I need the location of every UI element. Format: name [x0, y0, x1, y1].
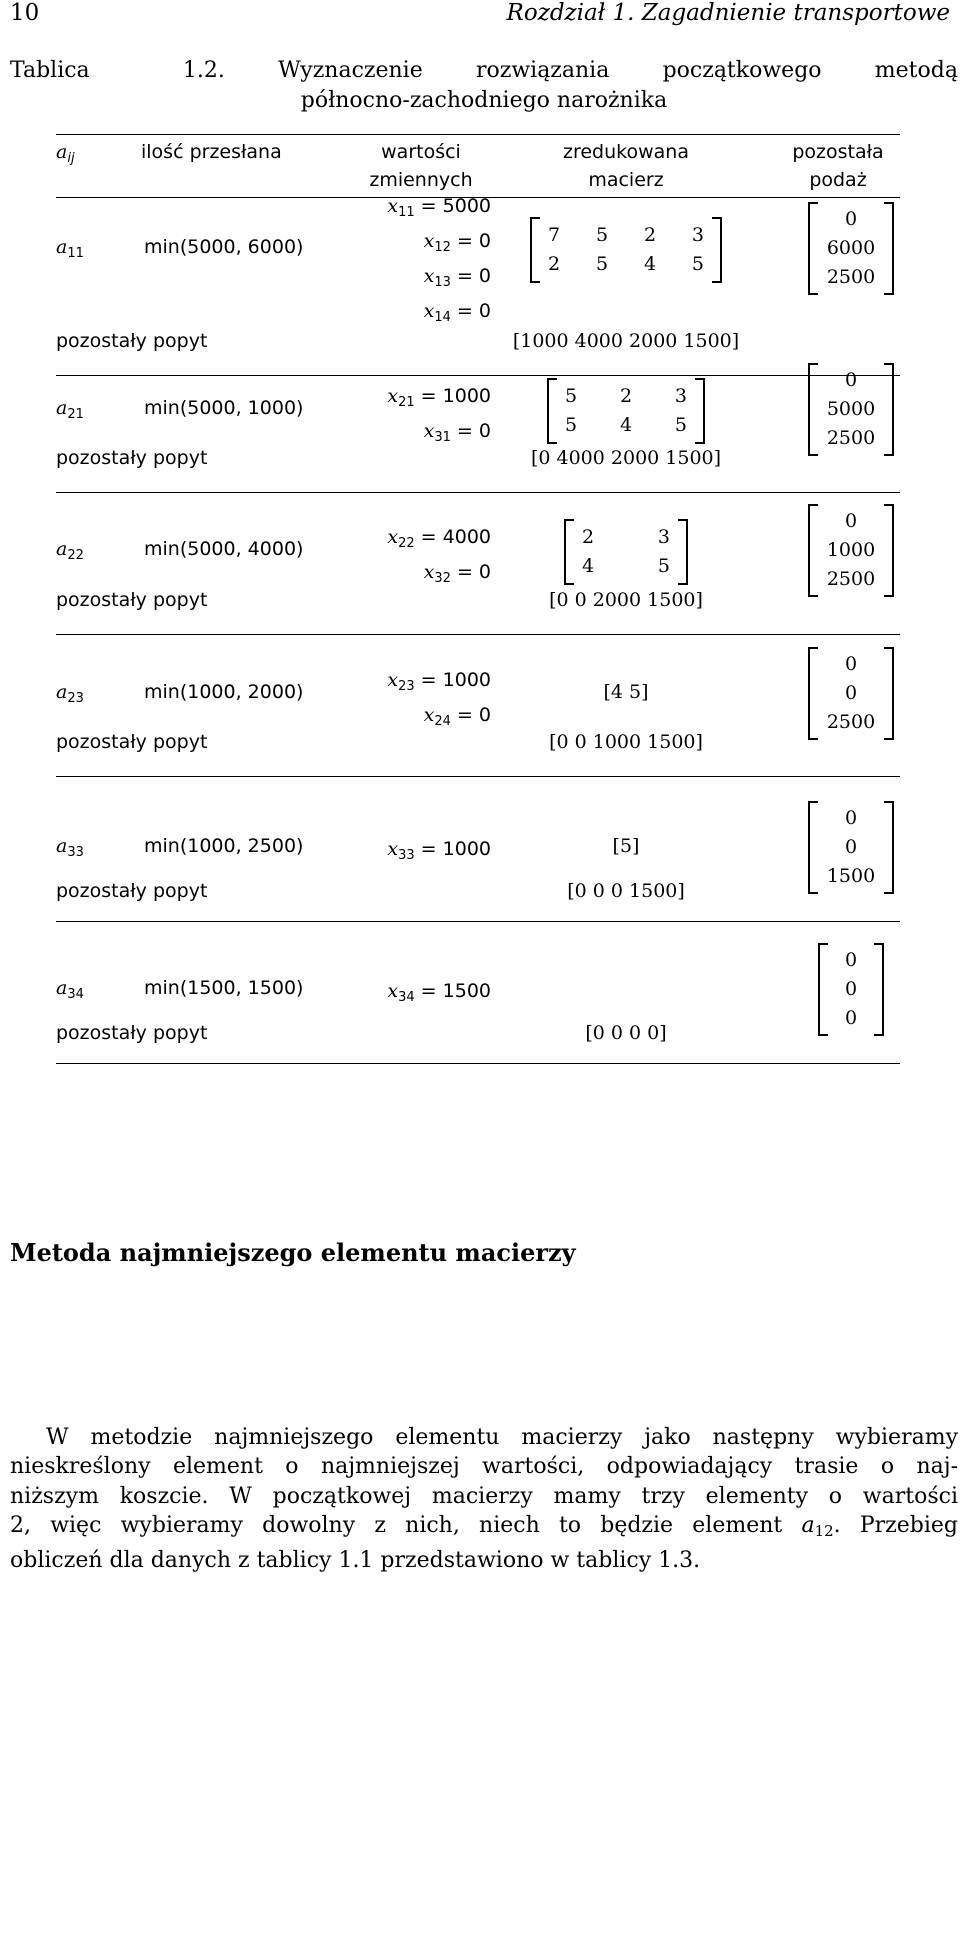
- variable-rhs: = 5000: [414, 195, 491, 217]
- paragraph-line: W metodzie najmniejszego elementu macierzy jako następny wybieramy: [46, 1425, 958, 1450]
- supply-value: 0: [844, 1007, 858, 1029]
- remaining-demand-label: pozostały popyt: [56, 589, 208, 611]
- header-reduced: [516, 138, 736, 194]
- remaining-supply-vector: [808, 504, 894, 597]
- reduced-matrix: [564, 519, 688, 585]
- variable-base: x: [387, 669, 399, 691]
- left-bracket: [808, 363, 818, 456]
- right-bracket: [884, 202, 894, 295]
- variable-assignment: [321, 192, 491, 227]
- remaining-demand-vector: [0 0 1000 1500]: [549, 731, 703, 753]
- cell-label-sub: 33: [67, 845, 84, 860]
- header-values: [346, 138, 496, 194]
- paragraph-line: niższym koszcie. W początkowej macierzy mamy trzy elementy o wartości: [10, 1483, 958, 1509]
- supply-value: 0: [844, 653, 858, 675]
- left-bracket: [808, 504, 818, 597]
- inline-var-sub: 12: [814, 1521, 834, 1540]
- supply-value: 0: [844, 807, 858, 829]
- variable-assignment: [321, 262, 491, 297]
- variable-values: [321, 835, 491, 870]
- cell-label-sub: 23: [67, 691, 84, 706]
- amount-shipped: min(1500, 1500): [144, 977, 304, 999]
- caption-word: początkowego: [662, 58, 822, 83]
- variable-assignment: [321, 977, 491, 1012]
- matrix-row: [564, 523, 688, 552]
- right-bracket: [884, 801, 894, 894]
- cell-label-sub: 21: [67, 407, 84, 422]
- header-reduced-line2: macierz: [588, 169, 664, 191]
- cell-label-base: a: [56, 236, 68, 258]
- matrix-row: [564, 552, 688, 581]
- remaining-demand-label: pozostały popyt: [56, 731, 208, 753]
- left-bracket: [530, 217, 540, 283]
- supply-value: 0: [844, 510, 858, 532]
- supply-value: 1500: [826, 865, 876, 887]
- variable-sub: 34: [398, 989, 415, 1005]
- variable-base: x: [387, 979, 399, 1002]
- block-separator: [56, 492, 900, 493]
- cell-label: [56, 835, 84, 860]
- reduced-matrix: [547, 378, 705, 444]
- matrix-row: [530, 250, 722, 279]
- remaining-supply-vector: [808, 801, 894, 894]
- cell-label-sub: 22: [67, 548, 84, 563]
- caption-word: rozwiązania: [475, 58, 610, 83]
- matrix-cell: 2: [582, 526, 595, 548]
- cell-label-base: a: [56, 397, 68, 419]
- variable-values: [321, 192, 491, 332]
- amount-shipped: min(1000, 2500): [144, 835, 304, 857]
- header-aij-base: a: [56, 141, 68, 163]
- page-number: 10: [10, 0, 40, 26]
- caption-word: 1.2.: [182, 58, 225, 83]
- variable-assignment: [321, 297, 491, 332]
- variable-sub: 14: [434, 310, 451, 325]
- cell-label: [56, 236, 84, 261]
- remaining-demand-label: pozostały popyt: [56, 330, 208, 352]
- variable-base: x: [423, 561, 435, 583]
- variable-assignment: [321, 227, 491, 262]
- cell-label: [56, 397, 84, 422]
- variable-rhs: = 1000: [414, 669, 491, 691]
- variable-values: [321, 382, 491, 452]
- supply-value: 0: [844, 208, 858, 230]
- chapter-title: Rozdział 1. Zagadnienie transportowe: [506, 0, 950, 26]
- cell-label-base: a: [56, 538, 68, 560]
- supply-value: 2500: [826, 427, 876, 449]
- remaining-supply-vector: [818, 943, 884, 1036]
- variable-sub: 33: [398, 847, 415, 863]
- remaining-demand-vector: [0 4000 2000 1500]: [530, 447, 722, 469]
- variable-base: x: [423, 265, 435, 287]
- variable-rhs: = 0: [450, 230, 491, 252]
- supply-value: 2500: [826, 568, 876, 590]
- variable-sub: 23: [398, 679, 415, 694]
- supply-value: 1000: [826, 539, 876, 561]
- variable-assignment: [321, 523, 491, 558]
- variable-sub: 32: [434, 571, 451, 586]
- reduced-matrix-inline: [4 5]: [603, 681, 649, 703]
- cell-label-base: a: [56, 835, 68, 857]
- remaining-supply-vector: [808, 202, 894, 295]
- header-values-line2: zmiennych: [369, 169, 473, 191]
- variable-sub: 24: [434, 714, 451, 729]
- right-bracket: [695, 378, 705, 444]
- left-bracket: [808, 647, 818, 740]
- matrix-cell: 2: [619, 385, 633, 407]
- cell-label-base: a: [56, 977, 68, 999]
- cell-label-base: a: [56, 681, 68, 703]
- remaining-supply-vector: [808, 647, 894, 740]
- paragraph-line-4-head: 2, więc wybieramy dowolny z nich, niech to będzie element: [10, 1512, 802, 1538]
- paragraph-line: obliczeń dla danych z tablicy 1.1 przedstawiono w tablicy 1.3.: [10, 1548, 701, 1574]
- variable-assignment: [321, 558, 491, 593]
- amount-shipped: min(5000, 6000): [144, 236, 304, 258]
- remaining-demand-label: pozostały popyt: [56, 447, 208, 469]
- right-bracket: [884, 647, 894, 740]
- variable-rhs: = 0: [450, 420, 491, 442]
- matrix-cell: 4: [619, 414, 633, 436]
- matrix-cell: 5: [691, 253, 704, 275]
- matrix-cell: 5: [674, 414, 687, 436]
- block-separator: [56, 776, 900, 777]
- caption-word: Tablica: [10, 58, 90, 83]
- remaining-demand-vector: [0 0 0 1500]: [567, 880, 685, 902]
- cell-label-sub: 11: [67, 246, 84, 261]
- header-aij-sub: ij: [67, 151, 75, 166]
- variable-values: [321, 977, 491, 1012]
- variable-assignment: [321, 835, 491, 870]
- variable-assignment: [321, 666, 491, 701]
- cell-label: [56, 681, 84, 706]
- caption-line-1: [10, 56, 958, 86]
- block-separator: [56, 921, 900, 922]
- variable-base: x: [387, 195, 399, 217]
- matrix-cell: 5: [565, 385, 578, 407]
- top-rule: [56, 134, 900, 135]
- block-separator: [56, 1063, 900, 1064]
- variable-base: x: [423, 704, 435, 726]
- running-head: [10, 0, 950, 30]
- matrix-cell: 4: [582, 555, 595, 577]
- reduced-matrix: [530, 217, 722, 283]
- right-bracket: [884, 363, 894, 456]
- variable-assignment: [321, 382, 491, 417]
- section-heading: Metoda najmniejszego elementu macierzy: [10, 1238, 576, 1267]
- matrix-cell: 3: [691, 224, 704, 246]
- variable-assignment: [321, 417, 491, 452]
- matrix-cell: 3: [674, 385, 687, 407]
- amount-shipped: min(1000, 2000): [144, 681, 304, 703]
- matrix-cell: 2: [643, 224, 657, 246]
- remaining-demand-vector: [1000 4000 2000 1500]: [512, 330, 740, 352]
- block-separator: [56, 634, 900, 635]
- matrix-row: [547, 382, 705, 411]
- cell-label: [56, 538, 84, 563]
- variable-rhs: = 1500: [414, 979, 491, 1002]
- variable-sub: 31: [434, 430, 451, 445]
- amount-shipped: min(5000, 1000): [144, 397, 304, 419]
- right-bracket: [874, 943, 884, 1036]
- variable-rhs: = 1000: [414, 385, 491, 407]
- matrix-row: [547, 411, 705, 440]
- remaining-supply-vector: [808, 363, 894, 456]
- header-amount: ilość przesłana: [141, 141, 282, 163]
- variable-sub: 12: [434, 240, 451, 255]
- matrix-cell: 5: [657, 555, 670, 577]
- variable-base: x: [387, 385, 399, 407]
- matrix-cell: 5: [565, 414, 578, 436]
- supply-value: 0: [844, 682, 858, 704]
- variable-assignment: [321, 701, 491, 736]
- amount-shipped: min(5000, 4000): [144, 538, 304, 560]
- variable-base: x: [423, 230, 435, 252]
- matrix-cell: 4: [643, 253, 657, 275]
- inline-var-base: a: [801, 1512, 815, 1538]
- table-caption: [10, 56, 958, 116]
- variable-values: [321, 523, 491, 593]
- section-paragraph: [10, 1423, 958, 1575]
- matrix-cell: 5: [595, 224, 609, 246]
- cell-label-sub: 34: [67, 987, 84, 1002]
- supply-value: 0: [844, 836, 858, 858]
- remaining-demand-label: pozostały popyt: [56, 880, 208, 902]
- variable-rhs: = 4000: [414, 526, 491, 548]
- cell-label: [56, 977, 84, 1002]
- caption-word: Wyznaczenie: [278, 58, 423, 83]
- variable-base: x: [387, 837, 399, 860]
- block-separator: [56, 375, 900, 376]
- supply-value: 5000: [826, 398, 876, 420]
- right-bracket: [884, 504, 894, 597]
- paragraph-line-4-tail: . Przebieg: [833, 1512, 958, 1538]
- supply-value: 0: [844, 978, 858, 1000]
- supply-value: 0: [844, 949, 858, 971]
- left-bracket: [564, 519, 574, 585]
- caption-word: metodą: [874, 58, 958, 83]
- matrix-row: [530, 221, 722, 250]
- matrix-cell: 5: [595, 253, 609, 275]
- supply-value: 6000: [826, 237, 876, 259]
- variable-rhs: = 0: [450, 561, 491, 583]
- header-supply: [776, 138, 900, 194]
- header-aij: [56, 138, 96, 173]
- header-supply-line1: pozostała: [792, 141, 884, 163]
- right-bracket: [678, 519, 688, 585]
- variable-sub: 11: [398, 205, 415, 220]
- caption-line-2: północno-zachodniego narożnika: [300, 88, 668, 113]
- left-bracket: [808, 801, 818, 894]
- variable-sub: 13: [434, 275, 451, 290]
- variable-rhs: = 0: [450, 300, 491, 322]
- header-values-line1: wartości: [381, 141, 461, 163]
- variable-base: x: [423, 300, 435, 322]
- header-supply-line2: podaż: [809, 169, 867, 191]
- left-bracket: [808, 202, 818, 295]
- remaining-demand-label: pozostały popyt: [56, 1022, 208, 1044]
- paragraph-line: [10, 1511, 958, 1546]
- remaining-demand-vector: [0 0 2000 1500]: [549, 589, 703, 611]
- supply-value: 2500: [826, 266, 876, 288]
- variable-values: [321, 666, 491, 736]
- remaining-demand-vector: [0 0 0 0]: [585, 1022, 667, 1044]
- supply-value: 2500: [826, 711, 876, 733]
- matrix-cell: 2: [548, 253, 561, 275]
- paragraph-line: nieskreślony element o najmniejszej wartości, odpowiadający trasie o naj-: [10, 1454, 958, 1480]
- variable-rhs: = 0: [450, 265, 491, 287]
- variable-rhs: = 0: [450, 704, 491, 726]
- variable-base: x: [423, 420, 435, 442]
- variable-sub: 21: [398, 395, 415, 410]
- variable-base: x: [387, 526, 399, 548]
- matrix-cell: 3: [657, 526, 670, 548]
- left-bracket: [818, 943, 828, 1036]
- supply-value: 0: [844, 369, 858, 391]
- variable-rhs: = 1000: [414, 837, 491, 860]
- reduced-matrix-inline: [5]: [612, 835, 640, 857]
- variable-sub: 22: [398, 536, 415, 551]
- left-bracket: [547, 378, 557, 444]
- right-bracket: [712, 217, 722, 283]
- matrix-cell: 7: [548, 224, 561, 246]
- header-reduced-line1: zredukowana: [563, 141, 689, 163]
